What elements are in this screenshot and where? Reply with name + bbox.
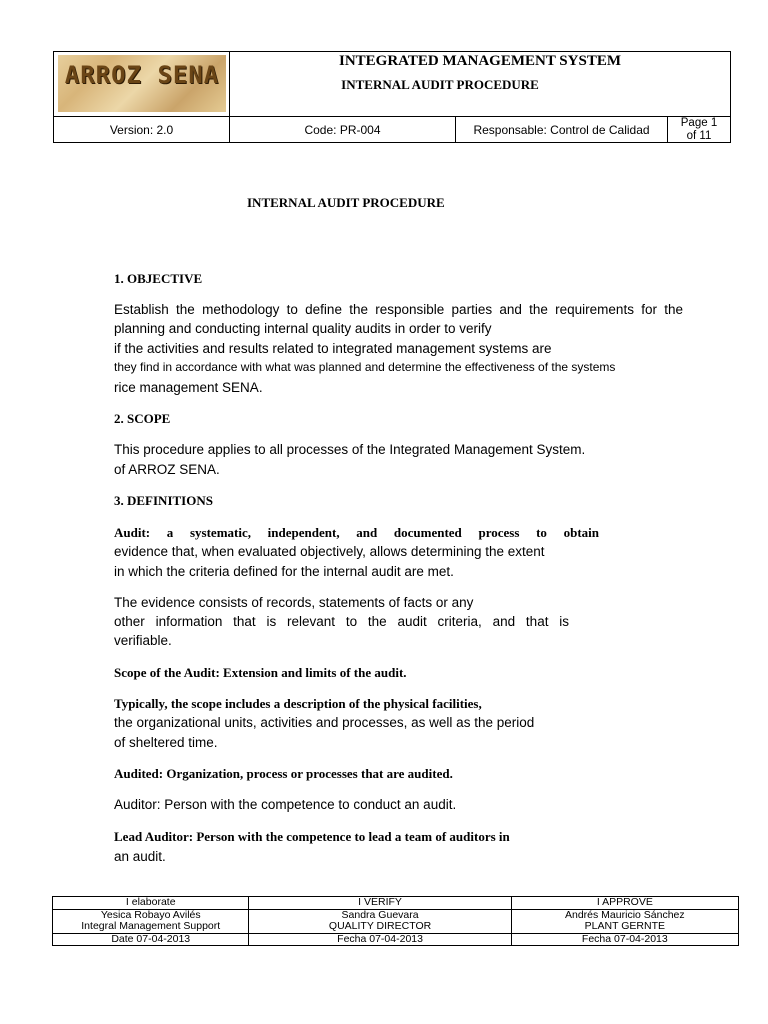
objective-line-4: they find in accordance with what was planned and determine the effectiveness of the systems — [114, 360, 616, 374]
elaborate-date: Date 07-04-2013 — [53, 933, 249, 946]
approve-name: Andrés Mauricio Sánchez — [565, 908, 685, 921]
verify-person — [249, 909, 511, 933]
system-title: INTEGRATED MANAGEMENT SYSTEM — [339, 53, 621, 69]
company-logo — [58, 55, 226, 112]
evidence-line-3: verifiable. — [114, 633, 172, 648]
procedure-title: INTERNAL AUDIT PROCEDURE — [341, 77, 539, 92]
objective-line-3: if the activities and results related to integrated management systems are — [114, 341, 552, 356]
audited-definition: Audited: Organization, process or processes that are audited. — [114, 766, 453, 781]
scope-line-1: This procedure applies to all processes of the Integrated Management System. — [114, 442, 586, 457]
verify-date: Fecha 07-04-2013 — [249, 933, 511, 946]
typically-line-1: Typically, the scope includes a description of the physical facilities, — [114, 696, 482, 711]
audit-definition-line-1: Audit: a systematic, independent, and documented process to obtain — [114, 525, 599, 540]
audit-definition-line-2: evidence that, when evaluated objectively, allows determining the extent — [114, 544, 545, 559]
title-cell — [230, 52, 730, 116]
document-title: INTERNAL AUDIT PROCEDURE — [247, 195, 445, 210]
elaborate-role: Integral Management Support — [81, 920, 221, 932]
verify-name: Sandra Guevara — [341, 908, 419, 921]
evidence-line-2: other information that is relevant to the audit criteria, and that is — [114, 614, 569, 629]
page-number: Page 1 — [680, 117, 718, 129]
logo-cell — [54, 52, 230, 116]
definitions-heading: 3. DEFINITIONS — [114, 493, 213, 508]
lead-auditor-line-1: Lead Auditor: Person with the competence to lead a team of auditors in — [114, 829, 510, 844]
scope-of-audit-definition: Scope of the Audit: Extension and limits of the audit. — [114, 665, 407, 680]
approve-header: I APPROVE — [511, 897, 738, 910]
verify-header: I VERIFY — [249, 897, 511, 910]
lead-auditor-line-2: an audit. — [114, 849, 166, 864]
version-cell: Version: 2.0 — [54, 117, 230, 143]
approve-role: PLANT GERNTE — [584, 920, 665, 932]
approval-dates-row — [53, 933, 739, 946]
typically-line-3: of sheltered time. — [114, 735, 218, 750]
audit-definition-line-3: in which the criteria defined for the internal audit are met. — [114, 564, 454, 579]
evidence-line-1: The evidence consists of records, statements of facts or any — [114, 595, 474, 610]
approval-names-row — [53, 909, 739, 933]
typically-line-2: the organizational units, activities and processes, as well as the period — [114, 715, 535, 730]
objective-line-5: rice management SENA. — [114, 380, 263, 395]
elaborate-name: Yesica Robayo Avilés — [100, 908, 201, 921]
auditor-definition: Auditor: Person with the competence to conduct an audit. — [114, 797, 457, 812]
meta-row — [54, 116, 730, 143]
approve-date: Fecha 07-04-2013 — [511, 933, 738, 946]
responsible-cell: Responsable: Control de Calidad — [456, 117, 668, 143]
logo-text: ARROZ SENA — [64, 61, 220, 89]
scope-line-2: of ARROZ SENA. — [114, 462, 220, 477]
verify-role: QUALITY DIRECTOR — [328, 920, 432, 932]
objective-heading: 1. OBJECTIVE — [114, 271, 203, 286]
scope-heading: 2. SCOPE — [114, 411, 171, 426]
objective-line-2: planning and conducting internal quality audits in order to verify — [114, 321, 492, 336]
approve-person — [511, 909, 738, 933]
elaborate-person — [53, 909, 249, 933]
elaborate-header: I elaborate — [53, 897, 249, 910]
page-total: of 11 — [686, 130, 712, 142]
code-cell: Code: PR-004 — [230, 117, 456, 143]
approval-header-row — [53, 897, 739, 910]
approval-table — [52, 896, 739, 946]
document-header — [53, 51, 731, 143]
objective-line-1: Establish the methodology to define the responsible parties and the requirements for the — [114, 302, 683, 317]
page-cell — [668, 117, 730, 143]
